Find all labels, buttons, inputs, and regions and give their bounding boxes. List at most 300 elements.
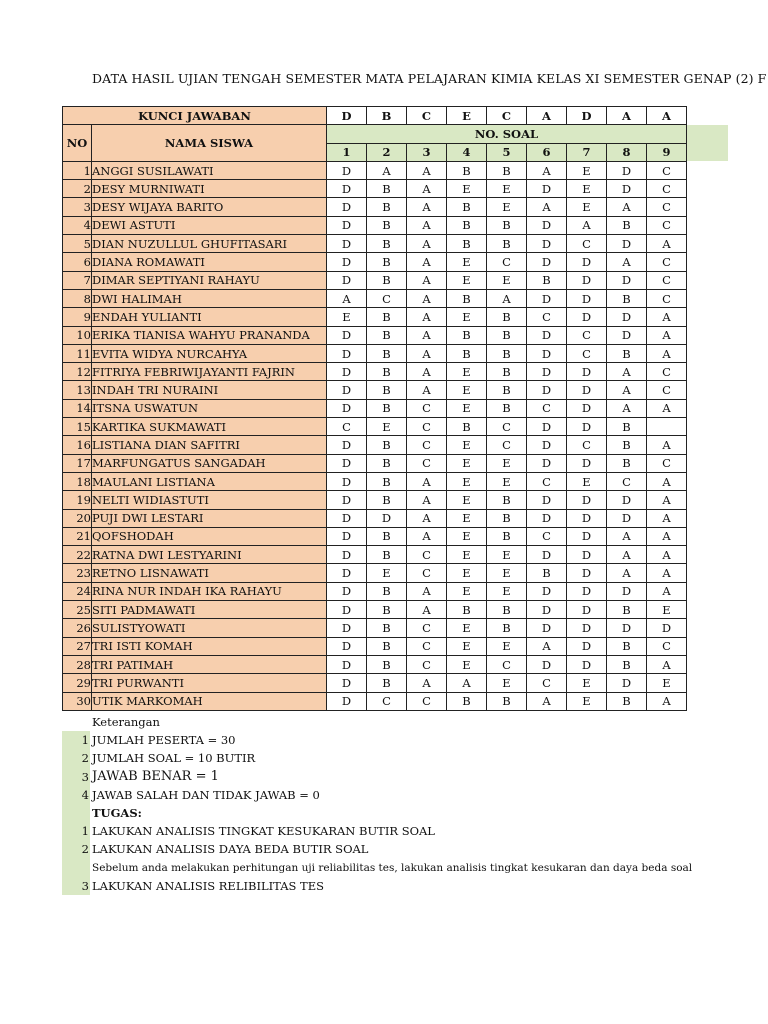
answer-cell[interactable]: B — [527, 271, 567, 289]
answer-cell[interactable]: B — [367, 399, 407, 417]
student-name-cell[interactable]: RINA NUR INDAH IKA RAHAYU — [92, 582, 327, 600]
answer-cell[interactable]: D — [367, 509, 407, 527]
answer-cell[interactable]: D — [327, 655, 367, 673]
answer-cell[interactable]: D — [567, 289, 607, 307]
answer-cell[interactable]: A — [407, 363, 447, 381]
answer-cell[interactable]: B — [367, 216, 407, 234]
answer-cell[interactable]: D — [327, 491, 367, 509]
answer-cell[interactable]: E — [447, 253, 487, 271]
answer-cell[interactable]: D — [607, 491, 647, 509]
answer-cell[interactable]: B — [607, 289, 647, 307]
answer-cell[interactable]: A — [527, 692, 567, 710]
student-name-cell[interactable]: KARTIKA SUKMAWATI — [92, 418, 327, 436]
answer-cell[interactable]: A — [367, 161, 407, 179]
answer-cell[interactable]: B — [487, 491, 527, 509]
answer-cell[interactable]: A — [607, 527, 647, 545]
answer-cell[interactable]: D — [567, 546, 607, 564]
answer-cell[interactable]: A — [647, 509, 687, 527]
student-name-cell[interactable]: TRI ISTI KOMAH — [92, 637, 327, 655]
answer-cell[interactable]: D — [527, 582, 567, 600]
answer-cell[interactable]: A — [607, 399, 647, 417]
answer-cell[interactable]: A — [607, 198, 647, 216]
answer-cell[interactable]: D — [327, 674, 367, 692]
answer-cell[interactable]: E — [447, 619, 487, 637]
answer-cell[interactable]: B — [367, 436, 407, 454]
answer-cell[interactable]: B — [367, 363, 407, 381]
answer-cell[interactable]: A — [607, 381, 647, 399]
answer-cell[interactable]: D — [527, 655, 567, 673]
answer-cell[interactable]: C — [407, 619, 447, 637]
answer-cell[interactable]: E — [567, 180, 607, 198]
answer-cell[interactable]: D — [527, 601, 567, 619]
answer-cell[interactable]: D — [527, 418, 567, 436]
answer-cell[interactable]: D — [567, 253, 607, 271]
answer-cell[interactable]: D — [327, 399, 367, 417]
answer-cell[interactable]: E — [447, 180, 487, 198]
answer-cell[interactable]: A — [407, 472, 447, 490]
answer-cell[interactable]: D — [527, 381, 567, 399]
answer-cell[interactable]: A — [407, 161, 447, 179]
answer-cell[interactable]: E — [567, 472, 607, 490]
answer-cell[interactable]: E — [447, 509, 487, 527]
answer-cell[interactable]: B — [487, 216, 527, 234]
student-name-cell[interactable]: MAULANI LISTIANA — [92, 472, 327, 490]
answer-cell[interactable]: A — [647, 692, 687, 710]
answer-cell[interactable]: D — [327, 546, 367, 564]
answer-cell[interactable]: B — [607, 655, 647, 673]
answer-cell[interactable]: A — [407, 326, 447, 344]
answer-cell[interactable]: C — [407, 418, 447, 436]
answer-cell[interactable]: A — [447, 674, 487, 692]
answer-cell[interactable]: C — [647, 198, 687, 216]
answer-cell[interactable]: D — [327, 601, 367, 619]
answer-cell[interactable]: A — [647, 527, 687, 545]
answer-cell[interactable]: C — [527, 527, 567, 545]
answer-cell[interactable]: C — [647, 216, 687, 234]
answer-cell[interactable]: B — [447, 161, 487, 179]
answer-cell[interactable]: A — [407, 527, 447, 545]
answer-cell[interactable]: C — [367, 692, 407, 710]
note-text[interactable]: JUMLAH SOAL = 10 BUTIR — [92, 751, 256, 766]
answer-cell[interactable]: B — [607, 418, 647, 436]
answer-cell[interactable]: C — [487, 655, 527, 673]
answer-cell[interactable]: D — [527, 509, 567, 527]
answer-cell[interactable]: D — [567, 363, 607, 381]
answer-cell[interactable]: B — [607, 216, 647, 234]
answer-cell[interactable]: D — [527, 180, 567, 198]
answer-cell[interactable]: A — [527, 161, 567, 179]
answer-cell[interactable]: B — [607, 344, 647, 362]
answer-cell[interactable]: D — [527, 619, 567, 637]
answer-cell[interactable]: D — [527, 491, 567, 509]
answer-cell[interactable]: E — [447, 564, 487, 582]
answer-cell[interactable]: B — [367, 472, 407, 490]
answer-cell[interactable]: A — [647, 582, 687, 600]
answer-cell[interactable]: D — [327, 527, 367, 545]
answer-cell[interactable]: C — [527, 472, 567, 490]
answer-cell[interactable]: B — [367, 619, 407, 637]
answer-cell[interactable]: B — [487, 692, 527, 710]
answer-cell[interactable]: A — [407, 509, 447, 527]
answer-cell[interactable]: B — [487, 235, 527, 253]
answer-cell[interactable]: E — [447, 582, 487, 600]
answer-cell[interactable]: E — [487, 564, 527, 582]
answer-key-cell[interactable]: D — [567, 107, 607, 125]
answer-cell[interactable]: C — [647, 289, 687, 307]
answer-key-cell[interactable]: B — [367, 107, 407, 125]
answer-cell[interactable]: C — [327, 418, 367, 436]
student-name-cell[interactable]: UTIK MARKOMAH — [92, 692, 327, 710]
student-name-cell[interactable]: DWI HALIMAH — [92, 289, 327, 307]
answer-cell[interactable]: A — [607, 363, 647, 381]
student-name-cell[interactable]: ITSNA USWATUN — [92, 399, 327, 417]
student-name-cell[interactable]: TRI PATIMAH — [92, 655, 327, 673]
answer-cell[interactable]: E — [447, 527, 487, 545]
student-name-cell[interactable]: DIANA ROMAWATI — [92, 253, 327, 271]
answer-cell[interactable]: C — [607, 472, 647, 490]
answer-cell[interactable]: B — [447, 418, 487, 436]
answer-cell[interactable]: C — [647, 271, 687, 289]
answer-cell[interactable]: E — [567, 198, 607, 216]
answer-cell[interactable]: E — [447, 381, 487, 399]
answer-cell[interactable]: D — [607, 161, 647, 179]
answer-cell[interactable]: A — [607, 253, 647, 271]
student-name-cell[interactable]: PUJI DWI LESTARI — [92, 509, 327, 527]
answer-cell[interactable]: D — [567, 655, 607, 673]
answer-cell[interactable]: D — [607, 619, 647, 637]
answer-cell[interactable]: A — [647, 546, 687, 564]
answer-cell[interactable]: E — [447, 546, 487, 564]
answer-cell[interactable] — [647, 418, 687, 436]
answer-cell[interactable]: D — [567, 418, 607, 436]
answer-cell[interactable]: C — [527, 308, 567, 326]
answer-cell[interactable]: D — [327, 472, 367, 490]
note-text[interactable]: JAWAB SALAH DAN TIDAK JAWAB = 0 — [92, 787, 320, 802]
answer-cell[interactable]: A — [407, 253, 447, 271]
answer-cell[interactable]: E — [487, 674, 527, 692]
answer-cell[interactable]: A — [407, 180, 447, 198]
answer-cell[interactable]: B — [367, 381, 407, 399]
student-name-cell[interactable]: EVITA WIDYA NURCAHYA — [92, 344, 327, 362]
answer-cell[interactable]: E — [327, 308, 367, 326]
answer-cell[interactable]: D — [527, 436, 567, 454]
tugas-label[interactable]: TUGAS: — [92, 805, 142, 820]
answer-cell[interactable]: B — [487, 601, 527, 619]
answer-cell[interactable]: A — [407, 674, 447, 692]
answer-cell[interactable]: E — [447, 363, 487, 381]
answer-cell[interactable]: B — [487, 161, 527, 179]
answer-cell[interactable]: A — [607, 564, 647, 582]
student-name-cell[interactable]: DESY WIJAYA BARITO — [92, 198, 327, 216]
student-name-cell[interactable]: FITRIYA FEBRIWIJAYANTI FAJRIN — [92, 363, 327, 381]
answer-cell[interactable]: A — [647, 326, 687, 344]
answer-cell[interactable]: D — [327, 253, 367, 271]
answer-cell[interactable]: C — [647, 161, 687, 179]
tugas-text[interactable]: LAKUKAN ANALISIS DAYA BEDA BUTIR SOAL — [92, 842, 369, 857]
answer-cell[interactable]: B — [367, 674, 407, 692]
answer-cell[interactable]: C — [407, 436, 447, 454]
student-name-cell[interactable]: NELTI WIDIASTUTI — [92, 491, 327, 509]
answer-key-cell[interactable]: C — [487, 107, 527, 125]
answer-cell[interactable]: A — [327, 289, 367, 307]
answer-cell[interactable]: D — [607, 674, 647, 692]
answer-cell[interactable]: D — [327, 436, 367, 454]
answer-cell[interactable]: E — [567, 674, 607, 692]
answer-cell[interactable]: C — [647, 253, 687, 271]
answer-cell[interactable]: B — [367, 308, 407, 326]
answer-cell[interactable]: D — [607, 582, 647, 600]
answer-cell[interactable]: A — [647, 308, 687, 326]
answer-cell[interactable]: B — [487, 326, 527, 344]
answer-cell[interactable]: B — [487, 399, 527, 417]
answer-cell[interactable]: B — [487, 308, 527, 326]
answer-cell[interactable]: C — [527, 399, 567, 417]
answer-cell[interactable]: D — [527, 216, 567, 234]
answer-cell[interactable]: C — [567, 344, 607, 362]
answer-cell[interactable]: D — [567, 399, 607, 417]
answer-cell[interactable]: E — [447, 454, 487, 472]
answer-cell[interactable]: D — [327, 326, 367, 344]
answer-cell[interactable]: A — [407, 289, 447, 307]
answer-cell[interactable]: B — [487, 509, 527, 527]
answer-cell[interactable]: C — [647, 454, 687, 472]
answer-cell[interactable]: E — [447, 491, 487, 509]
answer-cell[interactable]: C — [367, 289, 407, 307]
answer-cell[interactable]: A — [407, 308, 447, 326]
answer-cell[interactable]: C — [527, 674, 567, 692]
answer-cell[interactable]: A — [567, 216, 607, 234]
answer-cell[interactable]: E — [487, 271, 527, 289]
answer-cell[interactable]: D — [327, 216, 367, 234]
answer-cell[interactable]: C — [407, 546, 447, 564]
answer-cell[interactable]: E — [367, 418, 407, 436]
answer-cell[interactable]: B — [487, 363, 527, 381]
answer-cell[interactable]: D — [567, 582, 607, 600]
answer-cell[interactable]: B — [447, 344, 487, 362]
answer-cell[interactable]: A — [407, 381, 447, 399]
student-name-cell[interactable]: MARFUNGATUS SANGADAH — [92, 454, 327, 472]
student-name-cell[interactable]: DESY MURNIWATI — [92, 180, 327, 198]
answer-cell[interactable]: D — [567, 527, 607, 545]
answer-cell[interactable]: C — [647, 180, 687, 198]
answer-cell[interactable]: B — [607, 601, 647, 619]
answer-cell[interactable]: E — [567, 692, 607, 710]
answer-cell[interactable]: B — [447, 198, 487, 216]
answer-cell[interactable]: C — [567, 436, 607, 454]
student-name-cell[interactable]: ENDAH YULIANTI — [92, 308, 327, 326]
answer-cell[interactable]: B — [527, 564, 567, 582]
answer-cell[interactable]: C — [567, 326, 607, 344]
answer-cell[interactable]: D — [527, 326, 567, 344]
answer-cell[interactable]: D — [327, 509, 367, 527]
answer-cell[interactable]: B — [367, 546, 407, 564]
answer-key-cell[interactable]: C — [407, 107, 447, 125]
answer-cell[interactable]: A — [407, 216, 447, 234]
answer-cell[interactable]: B — [487, 619, 527, 637]
answer-cell[interactable]: B — [367, 527, 407, 545]
answer-cell[interactable]: E — [487, 180, 527, 198]
answer-cell[interactable]: D — [327, 271, 367, 289]
answer-cell[interactable]: C — [407, 399, 447, 417]
answer-cell[interactable]: C — [647, 637, 687, 655]
answer-cell[interactable]: C — [647, 363, 687, 381]
tugas-text[interactable]: LAKUKAN ANALISIS RELIBILITAS TES — [92, 878, 324, 893]
answer-cell[interactable]: A — [647, 436, 687, 454]
answer-cell[interactable]: E — [487, 198, 527, 216]
answer-cell[interactable]: B — [367, 454, 407, 472]
answer-key-cell[interactable]: A — [527, 107, 567, 125]
answer-cell[interactable]: D — [327, 235, 367, 253]
answer-cell[interactable]: A — [647, 491, 687, 509]
answer-cell[interactable]: D — [607, 235, 647, 253]
answer-cell[interactable]: D — [327, 180, 367, 198]
answer-cell[interactable]: B — [367, 344, 407, 362]
answer-cell[interactable]: D — [327, 582, 367, 600]
answer-cell[interactable]: D — [327, 637, 367, 655]
answer-cell[interactable]: B — [607, 692, 647, 710]
answer-cell[interactable]: A — [407, 582, 447, 600]
answer-cell[interactable]: D — [607, 509, 647, 527]
student-name-cell[interactable]: DEWI ASTUTI — [92, 216, 327, 234]
answer-cell[interactable]: E — [647, 601, 687, 619]
answer-cell[interactable]: A — [607, 546, 647, 564]
answer-cell[interactable]: A — [407, 491, 447, 509]
answer-cell[interactable]: E — [567, 161, 607, 179]
student-name-cell[interactable]: TRI PURWANTI — [92, 674, 327, 692]
answer-cell[interactable]: D — [567, 509, 607, 527]
answer-cell[interactable]: A — [407, 271, 447, 289]
student-name-cell[interactable]: RETNO LISNAWATI — [92, 564, 327, 582]
answer-cell[interactable]: B — [607, 637, 647, 655]
answer-cell[interactable]: E — [487, 472, 527, 490]
answer-cell[interactable]: C — [647, 381, 687, 399]
answer-cell[interactable]: E — [487, 582, 527, 600]
answer-cell[interactable]: D — [567, 308, 607, 326]
answer-key-cell[interactable]: A — [607, 107, 647, 125]
answer-cell[interactable]: A — [407, 344, 447, 362]
answer-cell[interactable]: A — [407, 601, 447, 619]
answer-cell[interactable]: B — [447, 216, 487, 234]
answer-cell[interactable]: C — [407, 454, 447, 472]
answer-cell[interactable]: E — [447, 271, 487, 289]
answer-cell[interactable]: B — [367, 198, 407, 216]
answer-cell[interactable]: C — [487, 253, 527, 271]
answer-cell[interactable]: D — [527, 546, 567, 564]
student-name-cell[interactable]: SITI PADMAWATI — [92, 601, 327, 619]
answer-cell[interactable]: D — [607, 326, 647, 344]
student-name-cell[interactable]: SULISTYOWATI — [92, 619, 327, 637]
answer-cell[interactable]: D — [567, 637, 607, 655]
answer-cell[interactable]: D — [527, 235, 567, 253]
student-name-cell[interactable]: ANGGI SUSILAWATI — [92, 161, 327, 179]
answer-cell[interactable]: C — [407, 637, 447, 655]
answer-cell[interactable]: C — [487, 418, 527, 436]
tugas-text[interactable]: LAKUKAN ANALISIS TINGKAT KESUKARAN BUTIR SOAL — [92, 824, 435, 839]
answer-cell[interactable]: D — [527, 363, 567, 381]
answer-cell[interactable]: B — [487, 381, 527, 399]
answer-cell[interactable]: E — [367, 564, 407, 582]
answer-cell[interactable]: B — [367, 253, 407, 271]
answer-cell[interactable]: B — [367, 637, 407, 655]
answer-cell[interactable]: D — [327, 692, 367, 710]
answer-cell[interactable]: D — [527, 454, 567, 472]
answer-cell[interactable]: A — [647, 399, 687, 417]
answer-cell[interactable]: B — [447, 289, 487, 307]
answer-cell[interactable]: B — [447, 235, 487, 253]
sebelum-text[interactable]: Sebelum anda melakukan perhitungan uji reliabilitas tes, lakukan analisis tingkat kesukaran dan daya beda soal — [92, 861, 693, 874]
answer-cell[interactable]: D — [327, 344, 367, 362]
answer-cell[interactable]: E — [487, 546, 527, 564]
answer-cell[interactable]: E — [447, 472, 487, 490]
answer-cell[interactable]: D — [647, 619, 687, 637]
answer-cell[interactable]: C — [407, 692, 447, 710]
student-name-cell[interactable]: ERIKA TIANISA WAHYU PRANANDA — [92, 326, 327, 344]
student-name-cell[interactable]: LISTIANA DIAN SAFITRI — [92, 436, 327, 454]
answer-cell[interactable]: E — [447, 436, 487, 454]
answer-cell[interactable]: E — [447, 637, 487, 655]
answer-cell[interactable]: B — [607, 454, 647, 472]
answer-cell[interactable]: E — [647, 674, 687, 692]
answer-cell[interactable]: D — [527, 344, 567, 362]
answer-cell[interactable]: B — [367, 271, 407, 289]
answer-cell[interactable]: D — [327, 198, 367, 216]
answer-cell[interactable]: B — [487, 527, 527, 545]
answer-cell[interactable]: E — [447, 655, 487, 673]
answer-cell[interactable]: A — [647, 655, 687, 673]
answer-cell[interactable]: D — [607, 180, 647, 198]
student-name-cell[interactable]: DIAN NUZULLUL GHUFITASARI — [92, 235, 327, 253]
answer-cell[interactable]: A — [527, 198, 567, 216]
answer-cell[interactable]: A — [407, 235, 447, 253]
answer-cell[interactable]: C — [407, 655, 447, 673]
answer-cell[interactable]: D — [567, 271, 607, 289]
answer-cell[interactable]: E — [447, 399, 487, 417]
answer-cell[interactable]: D — [567, 564, 607, 582]
student-name-cell[interactable]: DIMAR SEPTIYANI RAHAYU — [92, 271, 327, 289]
answer-cell[interactable]: C — [487, 436, 527, 454]
answer-cell[interactable]: A — [487, 289, 527, 307]
answer-cell[interactable]: B — [447, 692, 487, 710]
answer-cell[interactable]: D — [527, 289, 567, 307]
answer-cell[interactable]: B — [367, 601, 407, 619]
answer-cell[interactable]: D — [327, 454, 367, 472]
answer-cell[interactable]: E — [447, 308, 487, 326]
answer-cell[interactable]: D — [607, 308, 647, 326]
answer-cell[interactable]: D — [567, 601, 607, 619]
answer-cell[interactable]: A — [647, 235, 687, 253]
answer-cell[interactable]: D — [327, 381, 367, 399]
answer-key-cell[interactable]: A — [647, 107, 687, 125]
answer-cell[interactable]: B — [367, 180, 407, 198]
answer-cell[interactable]: B — [487, 344, 527, 362]
answer-cell[interactable]: E — [487, 637, 527, 655]
answer-cell[interactable]: A — [527, 637, 567, 655]
answer-cell[interactable]: B — [367, 235, 407, 253]
student-name-cell[interactable]: RATNA DWI LESTYARINI — [92, 546, 327, 564]
answer-cell[interactable]: D — [567, 454, 607, 472]
answer-cell[interactable]: D — [567, 619, 607, 637]
answer-cell[interactable]: C — [567, 235, 607, 253]
answer-cell[interactable]: E — [487, 454, 527, 472]
answer-key-cell[interactable]: D — [327, 107, 367, 125]
answer-cell[interactable]: D — [567, 381, 607, 399]
answer-cell[interactable]: B — [447, 326, 487, 344]
answer-cell[interactable]: D — [527, 253, 567, 271]
note-text[interactable]: JUMLAH PESERTA = 30 — [92, 733, 236, 748]
answer-cell[interactable]: B — [367, 582, 407, 600]
answer-cell[interactable]: A — [647, 472, 687, 490]
answer-cell[interactable]: B — [607, 436, 647, 454]
